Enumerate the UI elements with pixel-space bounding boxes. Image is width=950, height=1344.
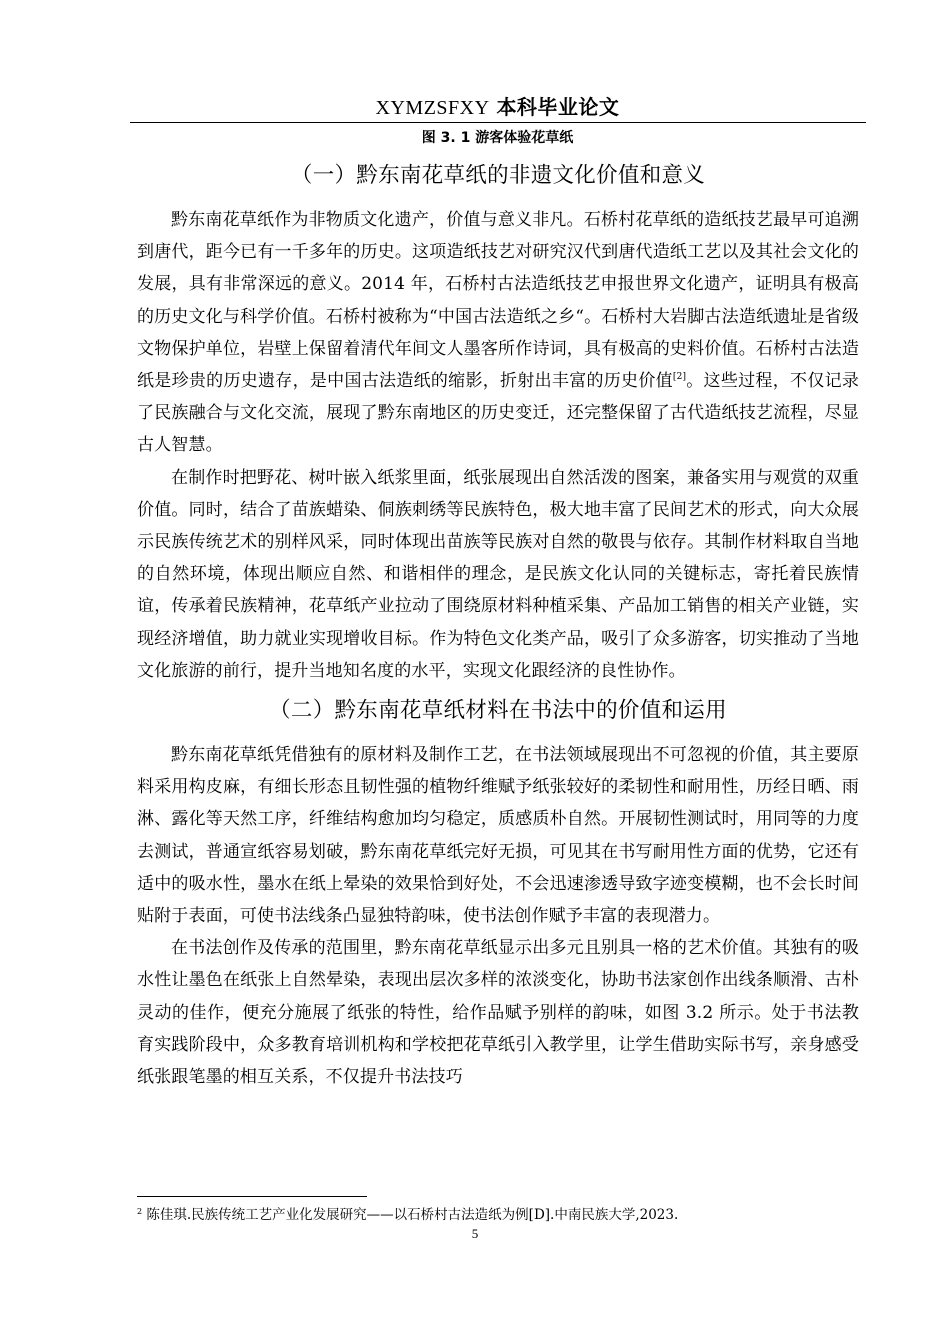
footnote-text: 陈佳琪.民族传统工艺产业化发展研究——以石桥村古法造纸为例[D].中南民族大学,2023. <box>146 1207 679 1223</box>
footnote <box>137 1206 859 1224</box>
body-content <box>137 158 859 1093</box>
footnote-rule <box>137 1196 367 1197</box>
header-code: XYMZSFXY <box>375 97 490 119</box>
section-heading-2: （二）黔东南花草纸材料在书法中的价值和运用 <box>269 698 727 724</box>
figure-caption: 图 3. 1 游客体验花草纸 <box>421 130 574 146</box>
citation-ref[interactable]: [2] <box>672 372 687 383</box>
header-title: 本科毕业论文 <box>496 95 620 119</box>
page-header <box>130 94 865 121</box>
paragraph-1 <box>137 204 859 462</box>
page-number: 5 <box>471 1226 479 1241</box>
paragraph-2: 在制作时把野花、树叶嵌入纸浆里面，纸张展现出自然活泼的图案，兼备实用与观赏的双重价值。同时，结合了苗族蜡染、侗族刺绣等民族特色，极大地丰富了民间艺术的形式，向大众展示民族传统艺术的别样风采，同时体现出苗族等民族对自然的敬畏与依存。其制作材料取自当地的自然环境，体现出顺应自然、和谐相伴的理念，是民族文化认同的关键标志，寄托着民族情谊，传承着民族精神，花草纸产业拉动了围绕原材料种植采集、产品加工销售的相关产业链，实现经济增值，助力就业实现增收目标。作为特色文化类产品，吸引了众多游客，切实推动了当地文化旅游的前行，提升当地知名度的水平，实现文化跟经济的良性协作。 <box>137 467 859 681</box>
footnote-marker: 2 <box>137 1207 143 1216</box>
header-rule <box>130 122 866 123</box>
paragraph-4: 在书法创作及传承的范围里，黔东南花草纸显示出多元且别具一格的艺术价值。其独有的吸水性让墨色在纸张上自然晕染，表现出层次多样的浓淡变化，协助书法家创作出线条顺滑、古朴灵动的佳作，便充分施展了纸张的特性，给作品赋予别样的韵味，如图 3.2 所示。处于书法教育实践阶段中，众多教育培训机构和学校把花草纸引入教学里，让学生借助实际书写，亲身感受纸张跟笔墨的相互关系，不仅提升书法技巧 <box>137 938 859 1088</box>
paragraph-1-text: 黔东南花草纸作为非物质文化遗产，价值与意义非凡。石桥村花草纸的造纸技艺最早可追溯到唐代，距今已有一千多年的历史。这项造纸技艺对研究汉代到唐代造纸工艺以及其社会文化的发展，具有非常深远的意义。2014 年，石桥村古法造纸技艺申报世界文化遗产，证明具有极高的历史文化与科学价值。石桥村被称为“中国古法造纸之乡“。石桥村大岩脚古法造纸遗址是省级文物保护单位，岩壁上保留着清代年间文人墨客所作诗词，具有极高的史料价值。石桥村古法造纸是珍贵的历史遗存，是中国古法造纸的缩影，折射出丰富的历史价值 <box>137 210 859 392</box>
paragraph-3: 黔东南花草纸凭借独有的原材料及制作工艺，在书法领域展现出不可忽视的价值，其主要原料采用构皮麻，有细长形态且韧性强的植物纤维赋予纸张较好的柔韧性和耐用性，历经日晒、雨淋、露化等天然工序，纤维结构愈加均匀稳定，质感质朴自然。开展韧性测试时，用同等的力度去测试，普通宣纸容易划破，黔东南花草纸完好无损，可见其在书写耐用性方面的优势，它还有适中的吸水性，墨水在纸上晕染的效果恰到好处，不会迅速渗透导致字迹变模糊，也不会长时间贴附于表面，可使书法线条凸显独特韵味，使书法创作赋予丰富的表现潜力。 <box>137 745 859 927</box>
paragraph-1-tail: 。这些过程，不仅记录了民族融合与文化交流，展现了黔东南地区的历史变迁，还完整保留了古代造纸技艺流程，尽显古人智慧。 <box>137 371 860 456</box>
section-heading-1: （一）黔东南花草纸的非遗文化价值和意义 <box>290 163 706 188</box>
